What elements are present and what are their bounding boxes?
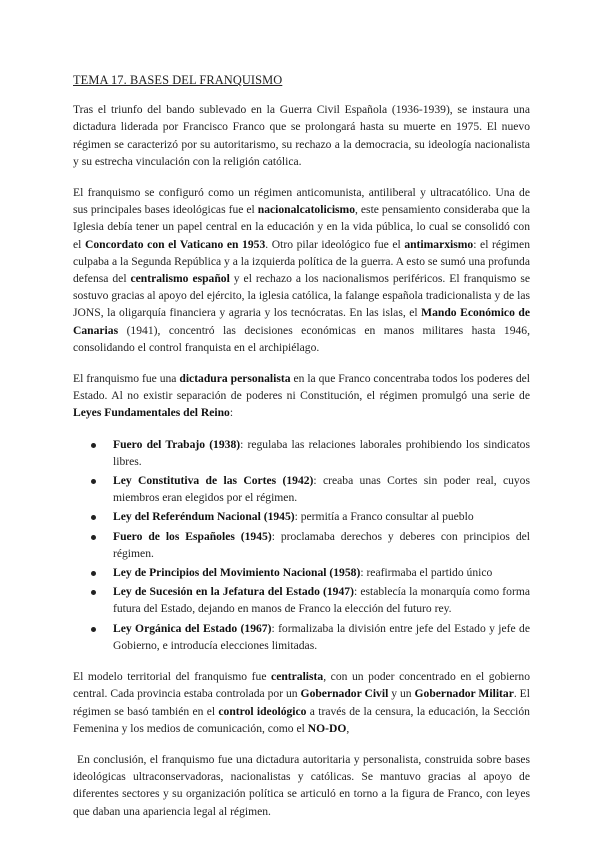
law-name: Ley de Sucesión en la Jefatura del Estado (1947): [113, 585, 354, 599]
law-description: : proclamaba derechos y deberes con principios del régimen.: [113, 529, 530, 560]
law-description: : formalizaba la división entre jefe del Estado y jefe de Gobierno, e introducía elecciones limitadas.: [113, 621, 531, 652]
territorial-paragraph: [73, 668, 530, 737]
text-segment: :: [229, 406, 234, 420]
text-segment: . El régimen se basó también en el: [73, 687, 530, 718]
text-segment: . Otro pilar ideológico fue el: [265, 237, 405, 251]
law-name: Ley Constitutiva de las Cortes (1942): [113, 474, 314, 488]
text-segment: , este pensamiento consideraba que la Iglesia debía tener un papel central en la educación y en la vida pública, lo cual se consolidó con el: [73, 203, 530, 251]
text-segment: : el régimen culpaba a la Segunda República y a la izquierda política de la guerra. A esto se sumó una profunda defensa del: [73, 237, 530, 286]
text-segment: El franquismo se configuró como un régimen anticomunista, antiliberal y ultracatólico. Una de sus principales bases ideológicas fue el: [73, 186, 530, 217]
bold-term: Leyes Fundamentales del Reino: [73, 406, 230, 420]
law-description: : establecía la monarquía como forma futura del Estado, dejando en manos de Franco la elección del futuro rey.: [113, 585, 530, 616]
text-segment: ,: [346, 721, 350, 735]
law-name: Ley de Principios del Movimiento Nacional (1958): [113, 566, 361, 580]
bold-term: control ideológico: [218, 704, 307, 718]
intro-paragraph: Tras el triunfo del bando sublevado en la Guerra Civil Española (1936-1939), se instaura una dictadura liderada por Francisco Franco que se prolongará hasta su muerte en 1975. El nuevo régimen se caracterizó por su autoritarismo, su rechazo a la democracia, su ideología nacionalista y su estrecha vinculación con la religión católica.: [73, 103, 530, 168]
law-name: Ley Orgánica del Estado (1967): [113, 621, 272, 635]
law-name: Fuero del Trabajo (1938): [113, 437, 241, 451]
text-segment: (1941), concentró las decisiones económicas en manos militares hasta 1946, consolidando el control franquista en el archipiélago.: [73, 323, 530, 354]
list-item: [113, 564, 530, 581]
bold-term: centralista: [271, 670, 324, 684]
list-item: [113, 528, 530, 562]
bold-term: nacionalcatolicismo: [257, 203, 356, 217]
page-title: TEMA 17. BASES DEL FRANQUISMO: [73, 73, 283, 87]
law-description: : reafirmaba el partido único: [360, 566, 493, 580]
law-description: : permitía a Franco consultar al pueblo: [294, 510, 474, 524]
text-segment: , con un poder concentrado en el gobierno central. Cada provincia estaba controlada por un: [73, 670, 530, 701]
bold-term: Mando Económico de Canarias: [73, 306, 530, 337]
laws-list: [73, 436, 530, 654]
text-segment: en la que Franco concentraba todos los poderes del Estado. Al no existir separación de poderes ni Constitución, el régimen promulgó una serie de: [73, 372, 531, 403]
list-item: [113, 583, 530, 617]
text-segment: El franquismo fue una: [73, 372, 180, 386]
personalist-paragraph: [73, 370, 530, 422]
law-name: Fuero de los Españoles (1945): [113, 529, 272, 543]
text-segment: y el rechazo a los nacionalismos periféricos. El franquismo se sostuvo gracias al apoyo del ejército, la iglesia católica, la falange española tradicionalista y de las JONS, la oligarquía financiera y agraria y los tecnócratas. En las islas, el: [73, 272, 530, 320]
bold-term: centralismo español: [130, 272, 230, 286]
bold-term: antimarxismo: [404, 237, 474, 251]
text-segment: a través de la censura, la educación, la Sección Femenina y los medios de comunicación, como el: [73, 704, 530, 735]
text-segment: y un: [388, 687, 415, 701]
law-description: : regulaba las relaciones laborales prohibiendo los sindicatos libres.: [113, 437, 530, 468]
bold-term: Gobernador Militar: [414, 687, 514, 701]
conclusion-paragraph: En conclusión, el franquismo fue una dictadura autoritaria y personalista, construida sobre bases ideológicas ultraconservadoras, nacionalistas y católicas. Se mantuvo gracias al apoyo de diferentes sectores y su organización política se articuló en torno a la figura de Franco, con leyes que daban una apariencia legal al régimen.: [73, 752, 530, 818]
list-item: [113, 620, 530, 654]
ideology-paragraph: [73, 184, 530, 356]
list-item: [113, 508, 530, 525]
bold-term: dictadura personalista: [179, 372, 291, 386]
law-description: : creaba unas Cortes sin poder real, cuyos miembros eran elegidos por el régimen.: [113, 474, 530, 505]
list-item: [113, 436, 530, 470]
bold-term: Concordato con el Vaticano en 1953: [84, 237, 266, 251]
bold-term: NO-DO: [307, 721, 347, 735]
list-item: [113, 472, 530, 506]
bold-term: Gobernador Civil: [300, 687, 389, 701]
text-segment: El modelo territorial del franquismo fue: [73, 670, 272, 684]
law-name: Ley del Referéndum Nacional (1945): [113, 510, 295, 524]
